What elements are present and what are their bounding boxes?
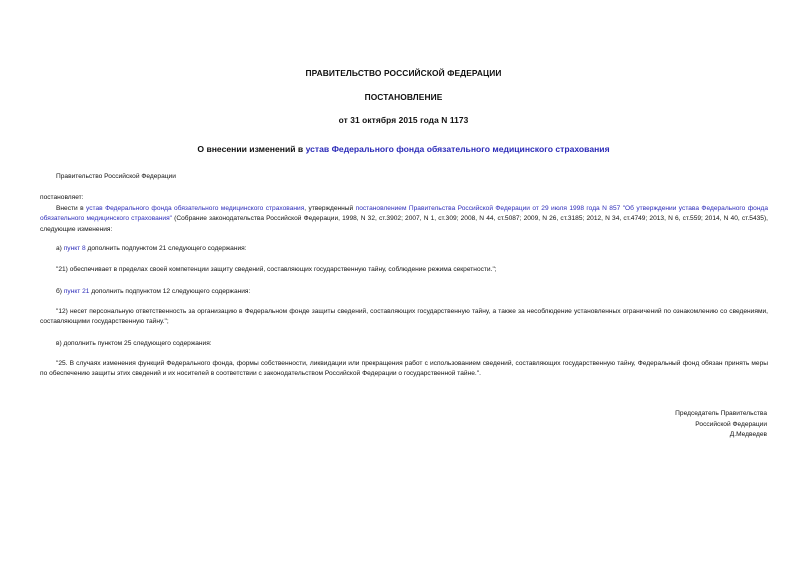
p1-post: (Собрание законодательства Российской Федерации, 1998, N 32, ст.3902; 2007, N 1, ст.309; 2008, N 44, ст.5087; 2009, N 26, ст.3185; 2012, N 34, ст.4749; 2013, N 6, ст.559; 2014, N 40, ст.5435), следующие изменения:: [40, 215, 768, 233]
title-charter-link[interactable]: устав Федерального фонда обязательного медицинского страхования: [305, 144, 610, 154]
document-type-heading: ПОСТАНОВЛЕНИЕ: [364, 92, 443, 102]
p1-mid: , утвержденный: [304, 205, 356, 212]
title-prefix: О внесении изменений в: [197, 144, 306, 154]
item-b-post: дополнить подпунктом 12 следующего содержания:: [89, 288, 251, 295]
date-number-heading: от 31 октября 2015 года N 1173: [338, 115, 469, 125]
signature-block: [567, 409, 767, 441]
point-8-link[interactable]: пункт 8: [63, 245, 86, 252]
item-a-post: дополнить подпунктом 21 следующего содержания:: [85, 245, 247, 252]
item-b-pre: б): [56, 288, 64, 295]
item-b-quote: "12) несет персональную ответственность за организацию в Федеральном фонде защиты сведений, составляющих государственную тайну, а также за несоблюдение установленных ограничений по ознакомлению со сведениями, составляющими государственную тайну.";: [40, 308, 768, 326]
item-a-pre: а): [56, 245, 64, 252]
item-a-quote: "21) обеспечивает в пределах своей компетенции защиту сведений, составляющих государственную тайну, соблюдение режима секретности.";: [56, 266, 497, 273]
resolves-text: постановляет:: [40, 194, 84, 201]
item-a: [56, 244, 247, 254]
signature-country: Российской Федерации: [695, 420, 767, 428]
paragraph-amendments-intro: [40, 204, 768, 235]
document-title: [0, 144, 807, 154]
item-c-quote: "25. В случаях изменения функций Федерального фонда, формы собственности, ликвидации или прекращения работ с использованием сведений, составляющих государственную тайну, Федеральный фонд обязан принять меры по обеспечению защиты этих сведений и их носителей в соответствии с законодательством Российской Федерации о государственной тайне.".: [40, 360, 768, 378]
charter-link[interactable]: устав Федерального фонда обязательного медицинского страхования: [86, 205, 305, 212]
item-b: [56, 287, 250, 297]
point-21-link[interactable]: пункт 21: [63, 288, 90, 295]
p1-pre: Внести в: [56, 205, 87, 212]
signature-position: Председатель Правительства: [675, 410, 767, 417]
government-heading: ПРАВИТЕЛЬСТВО РОССИЙСКОЙ ФЕДЕРАЦИИ: [305, 68, 502, 78]
issuer-text: Правительство Российской Федерации: [56, 173, 176, 180]
item-c: в) дополнить пунктом 25 следующего содержания:: [56, 340, 212, 347]
signature-name: Д.Медведев: [729, 431, 767, 439]
resolution-857-link[interactable]: постановлением Правительства Российской Федерации от 29 июля 1998 года N 857 "Об утверждении устава Федерального фонда обязательного медицинского страхования": [40, 205, 768, 223]
